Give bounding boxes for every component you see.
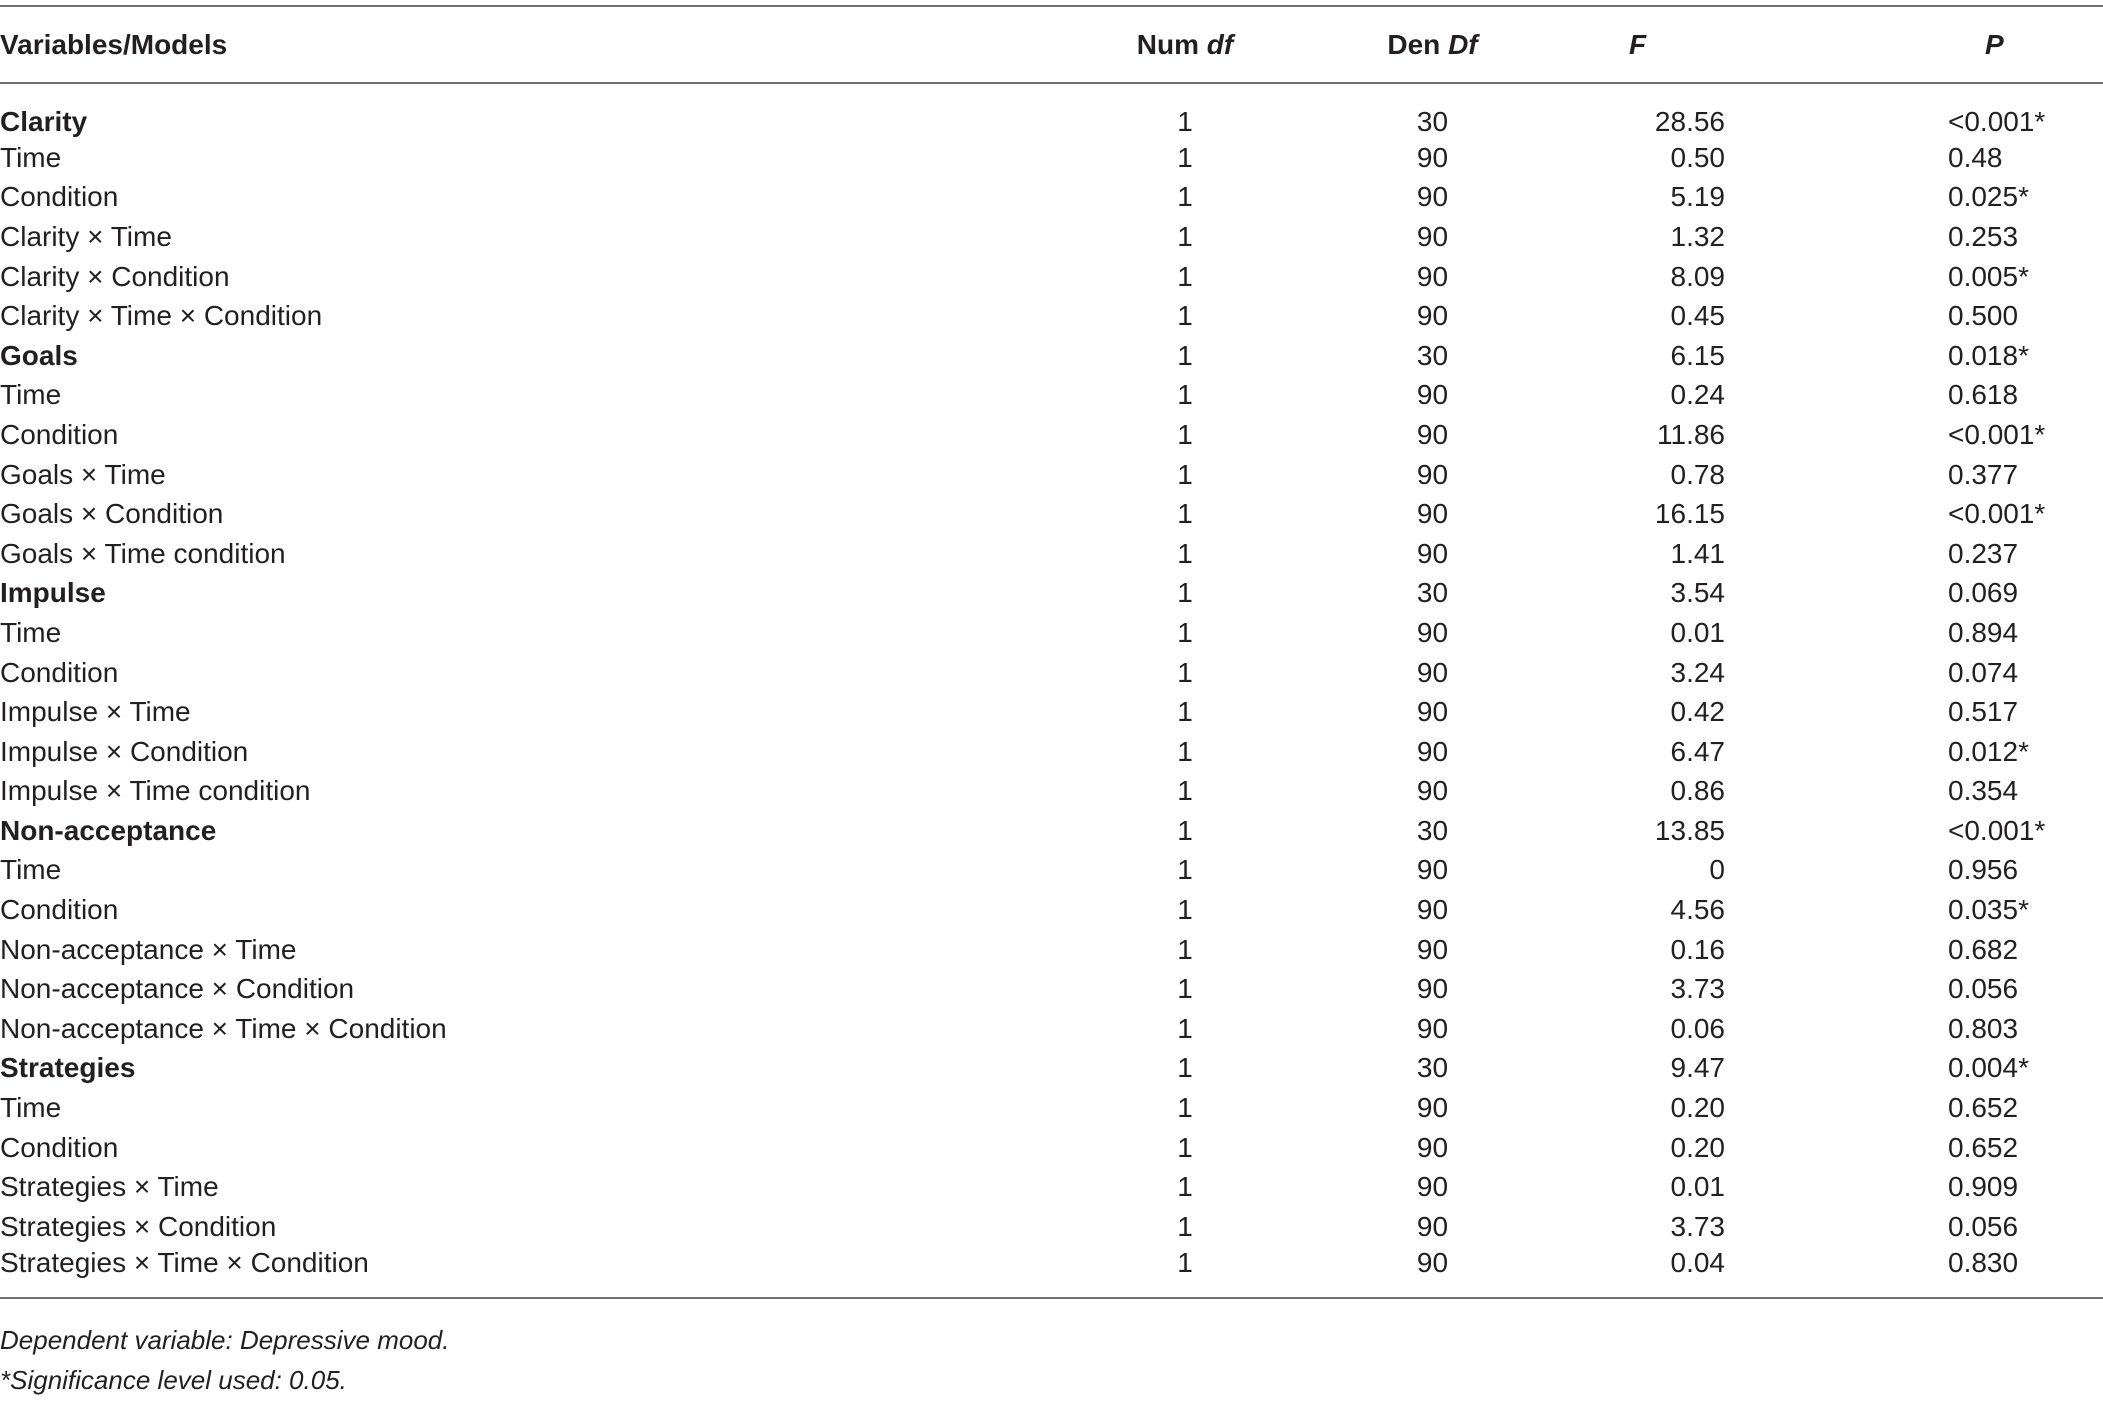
cell-variable: Impulse × Time condition <box>0 775 311 807</box>
cell-variable: Strategies × Condition <box>0 1210 277 1242</box>
cell-variable: Non-acceptance <box>0 814 217 846</box>
cell-f-value: 8.09 <box>1670 260 1725 292</box>
cell-f-value: 3.73 <box>1670 1210 1725 1242</box>
table-body <box>0 83 2103 1298</box>
cell-f-value: 0.78 <box>1670 458 1725 490</box>
cell-f-value: 0.20 <box>1670 1131 1725 1163</box>
cell-variable: Time <box>0 141 62 173</box>
cell-num-df: 1 <box>1177 498 1193 530</box>
cell-f-value: 4.56 <box>1670 894 1725 926</box>
table-row <box>0 296 2103 336</box>
cell-p-value: 0.894 <box>1948 616 2019 648</box>
table-row <box>0 1167 2103 1207</box>
cell-variable: Clarity × Time × Condition <box>0 300 323 332</box>
cell-num-df: 1 <box>1177 775 1193 807</box>
cell-f-value: 3.54 <box>1670 577 1725 609</box>
cell-p-value: 0.056 <box>1948 973 2019 1005</box>
cell-variable: Goals × Time condition <box>0 537 286 569</box>
table-row <box>0 415 2103 455</box>
table-row <box>0 890 2103 930</box>
header-p-label: P <box>1985 28 2004 60</box>
cell-variable: Goals × Condition <box>0 498 224 530</box>
table-group-row <box>0 1049 2103 1089</box>
cell-den-df: 90 <box>1416 696 1449 728</box>
table-group-row <box>0 811 2103 851</box>
cell-p-value: 0.956 <box>1948 854 2019 886</box>
cell-p-value: 0.618 <box>1948 379 2019 411</box>
cell-f-value: 0.45 <box>1670 300 1725 332</box>
table-row <box>0 376 2103 416</box>
table-row <box>0 732 2103 772</box>
table-group-row <box>0 336 2103 376</box>
anova-results-table <box>0 5 2103 1299</box>
header-num-italic: df <box>1206 28 1234 60</box>
cell-num-df: 1 <box>1177 933 1193 965</box>
cell-den-df: 90 <box>1416 973 1449 1005</box>
cell-variable: Non-acceptance × Condition <box>0 973 355 1005</box>
header-p <box>1730 6 2103 83</box>
cell-p-value: 0.018* <box>1948 339 2029 371</box>
cell-den-df: 90 <box>1416 260 1449 292</box>
cell-f-value: 0.01 <box>1670 616 1725 648</box>
cell-p-value: 0.803 <box>1948 1012 2019 1044</box>
table-row <box>0 138 2103 178</box>
cell-f-value: 0.16 <box>1670 933 1725 965</box>
cell-f-value: 11.86 <box>1657 418 1725 450</box>
cell-variable: Impulse × Time <box>0 696 191 728</box>
cell-num-df: 1 <box>1177 1131 1193 1163</box>
cell-num-df: 1 <box>1177 141 1193 173</box>
cell-den-df: 90 <box>1416 418 1449 450</box>
cell-den-df: 30 <box>1416 106 1449 137</box>
cell-variable: Impulse × Condition <box>0 735 249 767</box>
cell-f-value: 0 <box>1709 854 1725 886</box>
cell-p-value: 0.500 <box>1948 300 2019 332</box>
footnote-significance-level: *Significance level used: 0.05. <box>0 1365 347 1395</box>
cell-den-df: 90 <box>1416 1131 1449 1163</box>
cell-p-value: <0.001* <box>1948 498 2046 530</box>
header-den-prefix: Den <box>1387 28 1441 60</box>
cell-den-df: 30 <box>1416 577 1449 609</box>
cell-f-value: 3.24 <box>1670 656 1725 688</box>
cell-num-df: 1 <box>1177 696 1193 728</box>
cell-num-df: 1 <box>1177 894 1193 926</box>
cell-num-df: 1 <box>1177 1092 1193 1124</box>
cell-num-df: 1 <box>1177 854 1193 886</box>
table-row <box>0 969 2103 1009</box>
cell-num-df: 1 <box>1177 300 1193 332</box>
cell-num-df: 1 <box>1177 1246 1193 1278</box>
cell-variable: Goals × Time <box>0 458 166 490</box>
header-f <box>1545 6 1730 83</box>
cell-p-value: 0.909 <box>1948 1171 2019 1203</box>
header-f-label: F <box>1628 28 1647 60</box>
cell-variable: Non-acceptance × Time × Condition <box>0 1012 447 1044</box>
table-row <box>0 455 2103 495</box>
cell-p-value: 0.074 <box>1948 656 2019 688</box>
cell-den-df: 90 <box>1416 1012 1449 1044</box>
cell-num-df: 1 <box>1177 1171 1193 1203</box>
cell-p-value: 0.253 <box>1948 220 2019 252</box>
cell-p-value: 0.652 <box>1948 1131 2019 1163</box>
cell-f-value: 0.04 <box>1670 1246 1725 1278</box>
cell-f-value: 6.15 <box>1670 339 1725 371</box>
cell-f-value: 0.24 <box>1670 379 1725 411</box>
cell-variable: Time <box>0 854 62 886</box>
cell-num-df: 1 <box>1177 1210 1193 1242</box>
cell-variable: Goals <box>0 339 78 371</box>
cell-num-df: 1 <box>1177 973 1193 1005</box>
cell-den-df: 30 <box>1416 339 1449 371</box>
cell-variable: Clarity <box>0 106 88 137</box>
cell-f-value: 9.47 <box>1670 1052 1725 1084</box>
cell-f-value: 3.73 <box>1670 973 1725 1005</box>
cell-variable: Non-acceptance × Time <box>0 933 297 965</box>
cell-variable: Condition <box>0 656 119 688</box>
cell-f-value: 5.19 <box>1670 181 1725 213</box>
cell-den-df: 90 <box>1416 775 1449 807</box>
cell-variable: Condition <box>0 181 119 213</box>
cell-p-value: 0.682 <box>1948 933 2019 965</box>
cell-num-df: 1 <box>1177 379 1193 411</box>
table-row <box>0 257 2103 297</box>
cell-f-value: 1.32 <box>1670 220 1725 252</box>
cell-p-value: 0.652 <box>1948 1092 2019 1124</box>
cell-den-df: 90 <box>1416 379 1449 411</box>
cell-den-df: 90 <box>1416 854 1449 886</box>
cell-f-value: 1.41 <box>1670 537 1725 569</box>
table-row <box>0 1128 2103 1168</box>
cell-f-value: 28.56 <box>1654 106 1725 137</box>
table-row <box>0 772 2103 812</box>
cell-num-df: 1 <box>1177 260 1193 292</box>
cell-p-value: 0.025* <box>1948 181 2029 213</box>
cell-variable: Time <box>0 1092 62 1124</box>
cell-num-df: 1 <box>1177 106 1193 137</box>
table-row <box>0 494 2103 534</box>
cell-variable: Time <box>0 379 62 411</box>
cell-p-value: <0.001* <box>1948 106 2046 137</box>
table-row <box>0 930 2103 970</box>
table-row <box>0 851 2103 891</box>
header-den-df <box>1320 6 1545 83</box>
cell-den-df: 90 <box>1416 933 1449 965</box>
header-row <box>0 6 2103 83</box>
cell-variable: Strategies <box>0 1052 136 1084</box>
cell-p-value: 0.354 <box>1948 775 2019 807</box>
cell-p-value: 0.237 <box>1948 537 2019 569</box>
cell-num-df: 1 <box>1177 537 1193 569</box>
cell-p-value: 0.035* <box>1948 894 2029 926</box>
cell-den-df: 90 <box>1416 181 1449 213</box>
footnote-dependent-variable: Dependent variable: Depressive mood. <box>0 1325 450 1355</box>
table-row <box>0 1009 2103 1049</box>
cell-num-df: 1 <box>1177 418 1193 450</box>
table-row <box>0 613 2103 653</box>
cell-den-df: 90 <box>1416 735 1449 767</box>
cell-num-df: 1 <box>1177 220 1193 252</box>
cell-p-value: 0.004* <box>1948 1052 2029 1084</box>
cell-p-value: 0.517 <box>1948 696 2019 728</box>
cell-variable: Condition <box>0 1131 119 1163</box>
cell-f-value: 0.50 <box>1670 141 1725 173</box>
cell-p-value: 0.005* <box>1948 260 2029 292</box>
cell-variable: Clarity × Condition <box>0 260 230 292</box>
cell-den-df: 90 <box>1416 1171 1449 1203</box>
table-row <box>0 1088 2103 1128</box>
cell-variable: Strategies × Time <box>0 1171 219 1203</box>
cell-den-df: 90 <box>1416 498 1449 530</box>
cell-p-value: <0.001* <box>1948 814 2046 846</box>
cell-num-df: 1 <box>1177 181 1193 213</box>
cell-f-value: 0.20 <box>1670 1092 1725 1124</box>
cell-num-df: 1 <box>1177 339 1193 371</box>
cell-num-df: 1 <box>1177 814 1193 846</box>
cell-den-df: 90 <box>1416 1092 1449 1124</box>
cell-variable: Impulse <box>0 577 106 609</box>
cell-variable: Condition <box>0 894 119 926</box>
cell-f-value: 0.01 <box>1670 1171 1725 1203</box>
header-num-df <box>1050 6 1320 83</box>
cell-f-value: 13.85 <box>1654 814 1725 846</box>
cell-f-value: 6.47 <box>1670 735 1725 767</box>
table-group-row <box>0 574 2103 614</box>
cell-den-df: 90 <box>1416 894 1449 926</box>
cell-num-df: 1 <box>1177 1052 1193 1084</box>
cell-den-df: 30 <box>1416 1052 1449 1084</box>
cell-p-value: 0.056 <box>1948 1210 2019 1242</box>
table-row <box>0 178 2103 218</box>
cell-num-df: 1 <box>1177 1012 1193 1044</box>
cell-variable: Condition <box>0 418 119 450</box>
table-row <box>0 217 2103 257</box>
cell-f-value: 0.42 <box>1670 696 1725 728</box>
cell-den-df: 90 <box>1416 458 1449 490</box>
cell-den-df: 90 <box>1416 220 1449 252</box>
cell-p-value: 0.48 <box>1948 141 2003 173</box>
header-num-prefix: Num <box>1136 28 1199 60</box>
cell-f-value: 0.06 <box>1670 1012 1725 1044</box>
table-row <box>0 692 2103 732</box>
cell-den-df: 90 <box>1416 141 1449 173</box>
cell-p-value: 0.830 <box>1948 1246 2019 1278</box>
cell-num-df: 1 <box>1177 458 1193 490</box>
cell-f-value: 0.86 <box>1670 775 1725 807</box>
cell-den-df: 90 <box>1416 300 1449 332</box>
table-row <box>0 653 2103 693</box>
cell-num-df: 1 <box>1177 577 1193 609</box>
cell-variable: Strategies × Time × Condition <box>0 1246 369 1278</box>
cell-variable: Time <box>0 616 62 648</box>
cell-num-df: 1 <box>1177 656 1193 688</box>
table-row <box>0 1207 2103 1247</box>
table-header <box>0 6 2103 83</box>
cell-den-df: 90 <box>1416 616 1449 648</box>
cell-p-value: 0.069 <box>1948 577 2019 609</box>
cell-den-df: 90 <box>1416 537 1449 569</box>
cell-p-value: 0.377 <box>1948 458 2019 490</box>
cell-num-df: 1 <box>1177 735 1193 767</box>
cell-den-df: 90 <box>1416 656 1449 688</box>
cell-den-df: 30 <box>1416 814 1449 846</box>
header-den-italic: Df <box>1448 28 1478 60</box>
cell-num-df: 1 <box>1177 616 1193 648</box>
table-group-row <box>0 83 2103 138</box>
cell-p-value: 0.012* <box>1948 735 2029 767</box>
header-variables-models: Variables/Models <box>0 28 228 60</box>
table-row <box>0 1247 2103 1298</box>
cell-p-value: <0.001* <box>1948 418 2046 450</box>
cell-den-df: 90 <box>1416 1246 1449 1278</box>
cell-f-value: 16.15 <box>1654 498 1725 530</box>
table-row <box>0 534 2103 574</box>
cell-variable: Clarity × Time <box>0 220 172 252</box>
cell-den-df: 90 <box>1416 1210 1449 1242</box>
